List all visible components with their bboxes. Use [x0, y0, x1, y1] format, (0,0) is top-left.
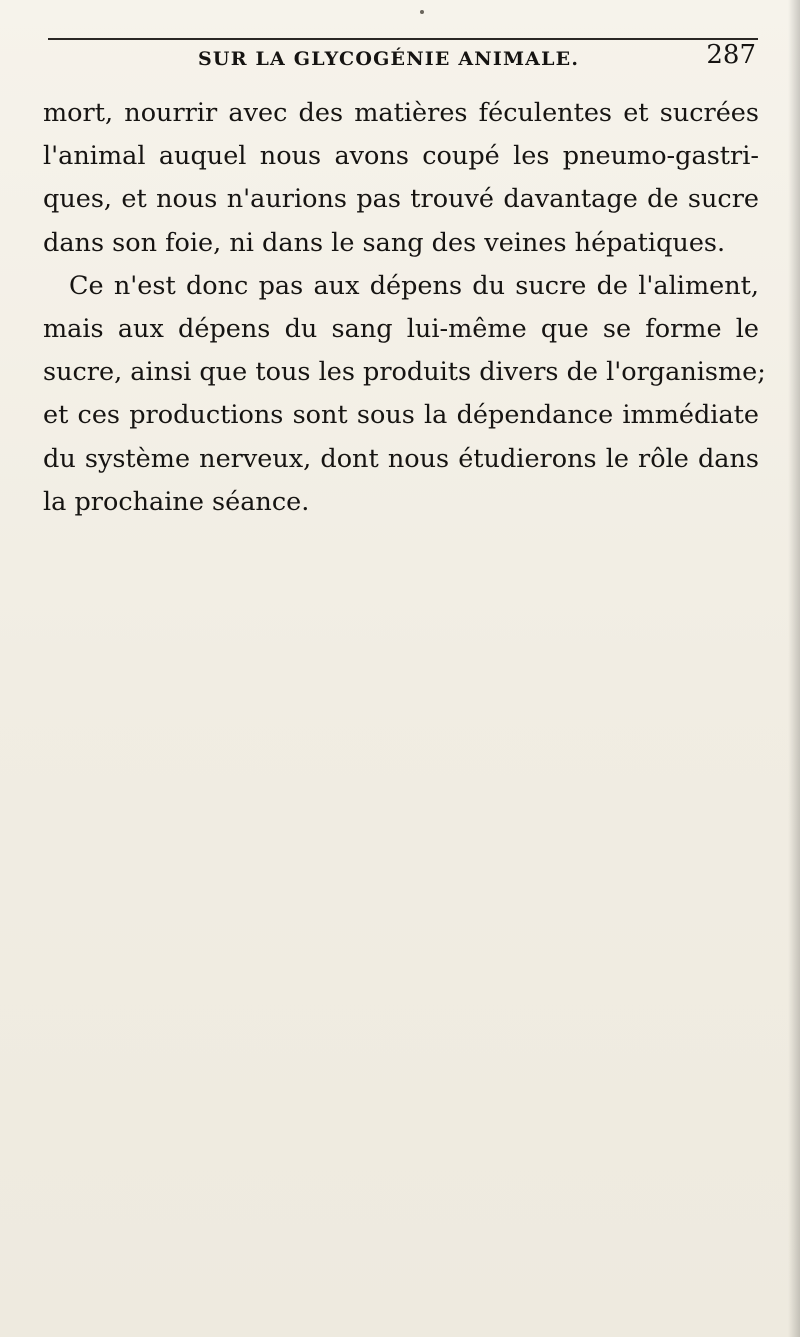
- text-line: du système nerveux, dont nous étudierons le rôle dans: [43, 443, 759, 474]
- text-line: dans son foie, ni dans le sang des veines hépatiques.: [43, 227, 726, 258]
- text-line: l'animal auquel nous avons coupé les pneumo-gastri-: [43, 141, 759, 172]
- body-text: [43, 92, 766, 524]
- text-line: mort, nourrir avec des matières féculentes et sucrées: [43, 98, 759, 128]
- text-line: Ce n'est donc pas aux dépens du sucre de l'aliment,: [69, 270, 759, 301]
- text-line: la prochaine séance.: [43, 486, 310, 517]
- ink-speck: [420, 10, 424, 14]
- page-number: 287: [706, 40, 756, 70]
- text-line: sucre, ainsi que tous les produits divers de l'organisme;: [43, 357, 766, 388]
- text-line: mais aux dépens du sang lui-même que se forme le: [43, 313, 759, 344]
- text-line: ques, et nous n'aurions pas trouvé davantage de sucre: [43, 184, 759, 215]
- text-line: et ces productions sont sous la dépendance immédiate: [43, 400, 759, 431]
- page-header: [48, 40, 760, 76]
- running-title: SUR LA GLYCOGÉNIE ANIMALE.: [198, 48, 580, 70]
